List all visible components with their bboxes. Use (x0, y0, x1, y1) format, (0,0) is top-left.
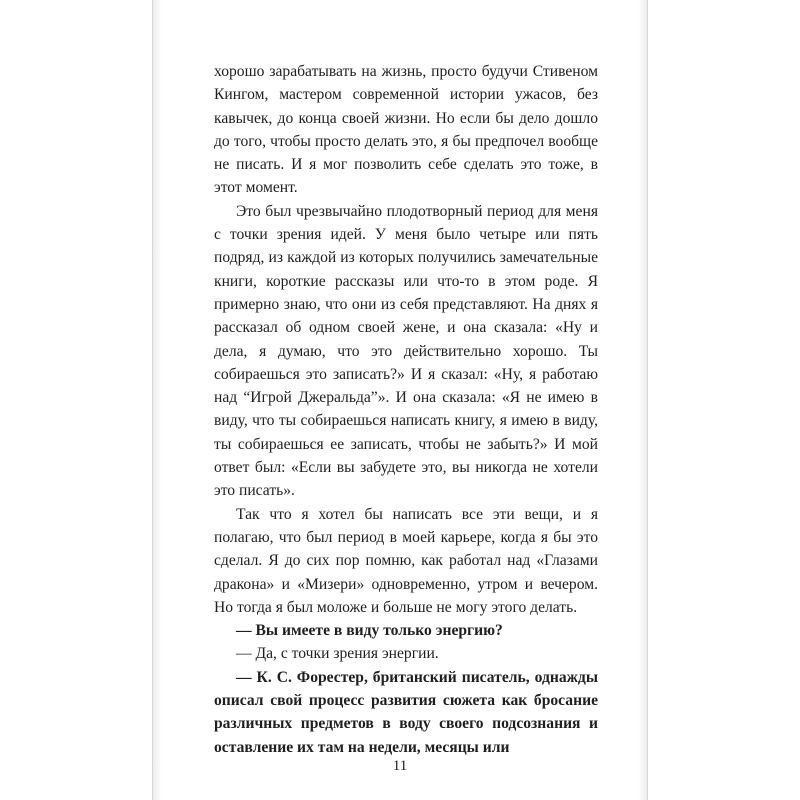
interview-question-1: — Вы имеете в виду только энергию? (236, 622, 503, 640)
page-number: 11 (392, 758, 408, 774)
body-text (214, 60, 598, 759)
paragraph-2: Это был чрезвычайно плодотворный период для меня с точки зрения идей. У меня было четыре или пять подряд, из каждой из которых получились замечательные книги, короткие рассказы или что-то в этом роде. Я примерно знаю, что они из себя представляют. На днях я рассказал об одном своей жене, и она сказала: «Ну и дела, я думаю, что это действительно хорошо. Ты собираешься это записать?» И я сказал: «Ну, я работаю над “Игрой Джеральда”». И она сказала: «Я не имею в виду, что ты собираешься написать книгу, я имею в виду, ты собираешься ее записать, чтобы не забыть?» И мой ответ был: «Если вы забудете это, вы никогда не хотели это писать». (214, 202, 598, 500)
paragraph-1: хорошо зарабатывать на жизнь, просто будучи Стивеном Кингом, мастером современной истории ужасов, без кавычек, до конца своей жизни. Но если бы дело дошло до того, чтобы просто делать это, я бы предпочел вообще не писать. И я мог позволить себе сделать это тоже, в этот момент. (214, 63, 598, 197)
paragraph-3: Так что я хотел бы написать все эти вещи, и я полагаю, что был период в моей карьере, когда я бы это сделал. Я до сих пор помню, как работал над «Глазами дракона» и «Мизери» одновременно, утром и вечером. Но тогда я был моложе и больше не могу этого делать. (214, 505, 598, 616)
interview-answer-1: — Да, с точки зрения энергии. (236, 645, 439, 663)
interview-question-2: — К. С. Форестер, британский писатель, однажды описал свой процесс развития сюжета как бросание различных предметов в воду своего подсознания и оставление их там на недели, месяцы или (214, 668, 598, 756)
page-shadow-left (152, 0, 162, 800)
page-shadow-right (638, 0, 648, 800)
